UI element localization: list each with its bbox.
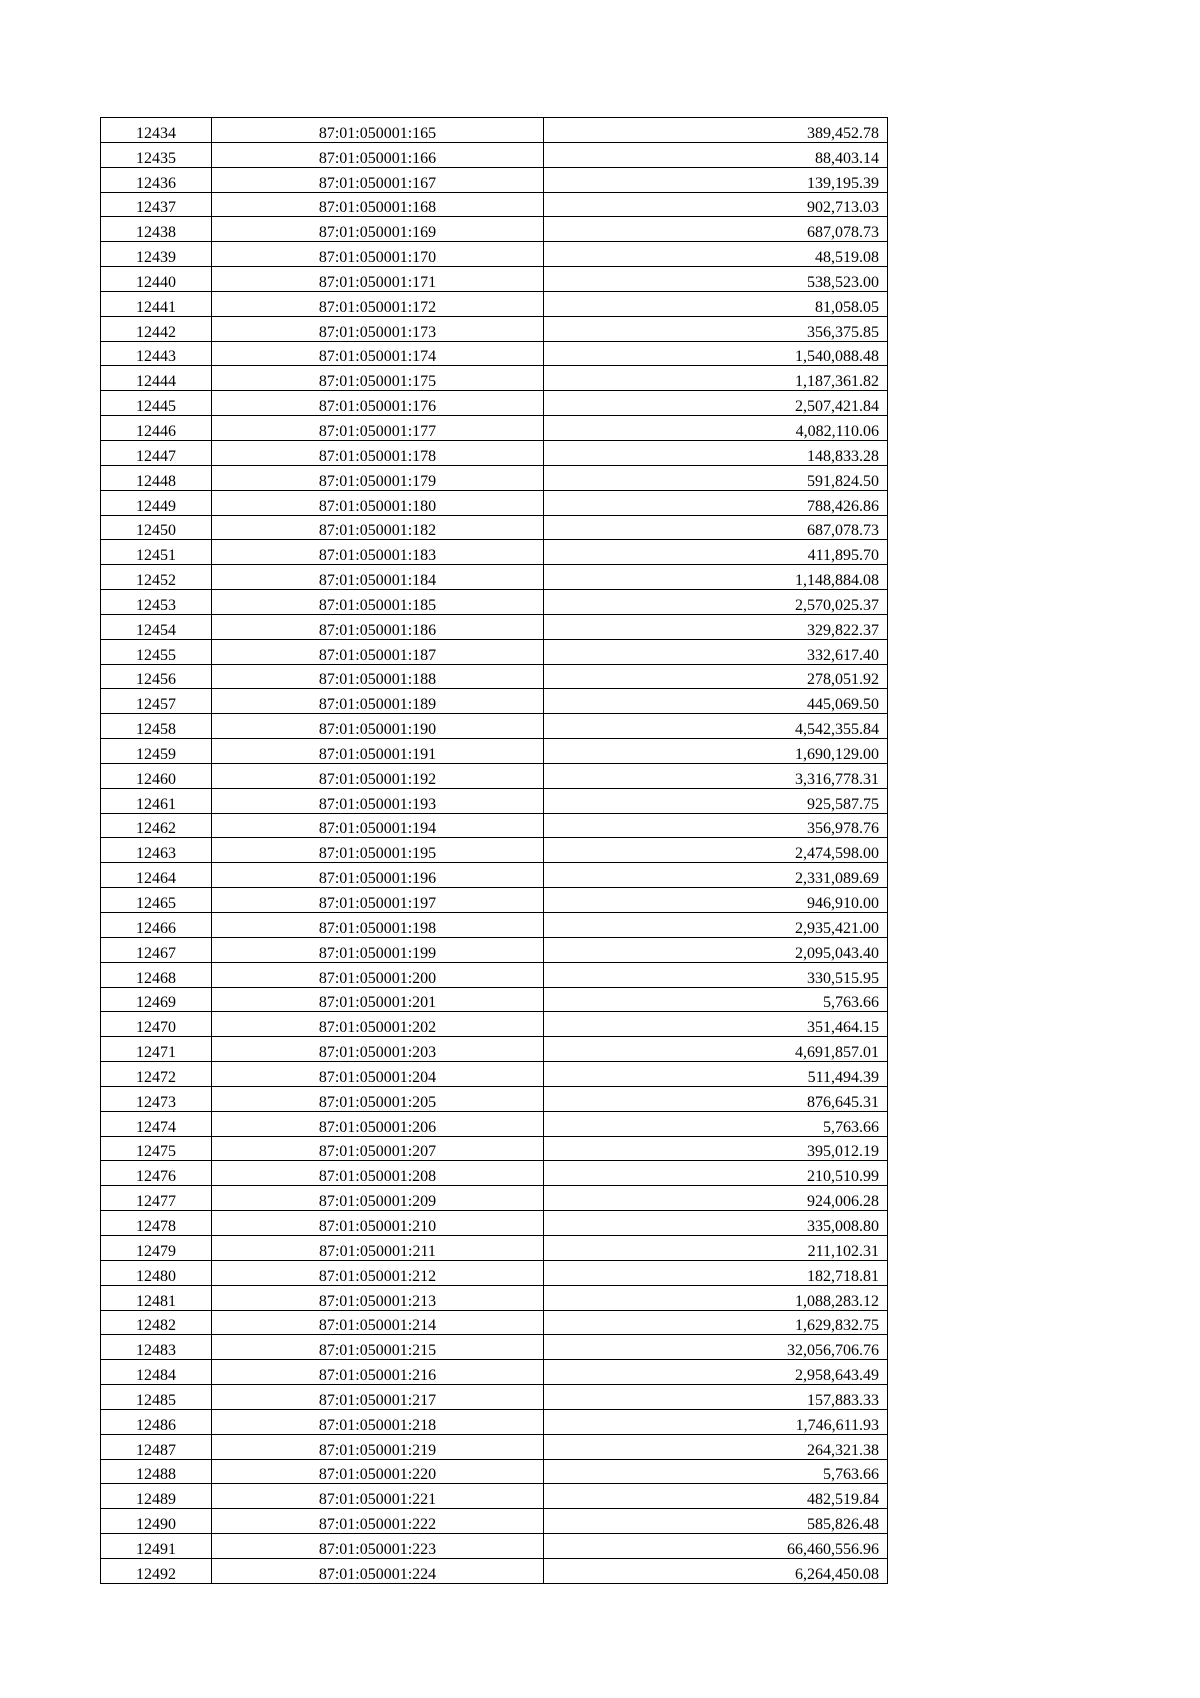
value-cell: 182,718.81: [544, 1260, 888, 1285]
row-number-cell: 12443: [101, 341, 212, 366]
value-cell: 946,910.00: [544, 888, 888, 913]
table-row: [101, 1534, 888, 1559]
cadastral-number-cell: 87:01:050001:175: [212, 366, 544, 391]
table-row: [101, 1360, 888, 1385]
value-cell: 876,645.31: [544, 1086, 888, 1111]
value-cell: 591,824.50: [544, 465, 888, 490]
value-cell: 157,883.33: [544, 1385, 888, 1410]
table-row: [101, 490, 888, 515]
row-number-cell: 12436: [101, 167, 212, 192]
table-row: [101, 1062, 888, 1087]
table-row: [101, 987, 888, 1012]
cadastral-number-cell: 87:01:050001:173: [212, 316, 544, 341]
row-number-cell: 12490: [101, 1509, 212, 1534]
value-cell: 395,012.19: [544, 1136, 888, 1161]
cadastral-number-cell: 87:01:050001:168: [212, 192, 544, 217]
cadastral-number-cell: 87:01:050001:198: [212, 913, 544, 938]
row-number-cell: 12445: [101, 391, 212, 416]
row-number-cell: 12476: [101, 1161, 212, 1186]
value-cell: 4,542,355.84: [544, 714, 888, 739]
row-number-cell: 12458: [101, 714, 212, 739]
row-number-cell: 12492: [101, 1558, 212, 1583]
table-row: [101, 291, 888, 316]
cadastral-number-cell: 87:01:050001:174: [212, 341, 544, 366]
cadastral-number-cell: 87:01:050001:213: [212, 1285, 544, 1310]
value-cell: 1,148,884.08: [544, 565, 888, 590]
row-number-cell: 12453: [101, 590, 212, 615]
row-number-cell: 12451: [101, 540, 212, 565]
table-row: [101, 888, 888, 913]
row-number-cell: 12472: [101, 1062, 212, 1087]
table-row: [101, 1037, 888, 1062]
cadastral-number-cell: 87:01:050001:167: [212, 167, 544, 192]
table-row: [101, 416, 888, 441]
cadastral-number-cell: 87:01:050001:185: [212, 590, 544, 615]
row-number-cell: 12460: [101, 763, 212, 788]
table-row: [101, 714, 888, 739]
cadastral-number-cell: 87:01:050001:165: [212, 118, 544, 143]
cadastral-number-cell: 87:01:050001:176: [212, 391, 544, 416]
table-row: [101, 192, 888, 217]
table-row: [101, 341, 888, 366]
row-number-cell: 12446: [101, 416, 212, 441]
value-cell: 81,058.05: [544, 291, 888, 316]
value-cell: 687,078.73: [544, 515, 888, 540]
row-number-cell: 12480: [101, 1260, 212, 1285]
value-cell: 211,102.31: [544, 1235, 888, 1260]
table-row: [101, 167, 888, 192]
cadastral-number-cell: 87:01:050001:179: [212, 465, 544, 490]
table-row: [101, 1409, 888, 1434]
table-row: [101, 1509, 888, 1534]
cadastral-number-cell: 87:01:050001:206: [212, 1111, 544, 1136]
value-cell: 2,331,089.69: [544, 863, 888, 888]
cadastral-number-cell: 87:01:050001:210: [212, 1211, 544, 1236]
table-row: [101, 1111, 888, 1136]
cadastral-number-cell: 87:01:050001:172: [212, 291, 544, 316]
cadastral-number-cell: 87:01:050001:207: [212, 1136, 544, 1161]
cadastral-number-cell: 87:01:050001:191: [212, 739, 544, 764]
cadastral-number-cell: 87:01:050001:188: [212, 664, 544, 689]
value-cell: 329,822.37: [544, 614, 888, 639]
value-cell: 1,187,361.82: [544, 366, 888, 391]
table-row: [101, 1186, 888, 1211]
value-cell: 687,078.73: [544, 217, 888, 242]
table-row: [101, 838, 888, 863]
row-number-cell: 12441: [101, 291, 212, 316]
row-number-cell: 12466: [101, 913, 212, 938]
cadastral-value-table: [100, 117, 888, 1584]
value-cell: 66,460,556.96: [544, 1534, 888, 1559]
table-body: [101, 118, 888, 1584]
row-number-cell: 12487: [101, 1434, 212, 1459]
row-number-cell: 12442: [101, 316, 212, 341]
row-number-cell: 12465: [101, 888, 212, 913]
cadastral-number-cell: 87:01:050001:201: [212, 987, 544, 1012]
row-number-cell: 12468: [101, 962, 212, 987]
table-row: [101, 565, 888, 590]
cadastral-number-cell: 87:01:050001:214: [212, 1310, 544, 1335]
value-cell: 411,895.70: [544, 540, 888, 565]
row-number-cell: 12473: [101, 1086, 212, 1111]
cadastral-number-cell: 87:01:050001:200: [212, 962, 544, 987]
cadastral-number-cell: 87:01:050001:170: [212, 242, 544, 267]
value-cell: 48,519.08: [544, 242, 888, 267]
table-row: [101, 937, 888, 962]
cadastral-number-cell: 87:01:050001:217: [212, 1385, 544, 1410]
row-number-cell: 12481: [101, 1285, 212, 1310]
cadastral-number-cell: 87:01:050001:212: [212, 1260, 544, 1285]
value-cell: 2,570,025.37: [544, 590, 888, 615]
value-cell: 6,264,450.08: [544, 1558, 888, 1583]
cadastral-number-cell: 87:01:050001:190: [212, 714, 544, 739]
row-number-cell: 12434: [101, 118, 212, 143]
value-cell: 1,088,283.12: [544, 1285, 888, 1310]
cadastral-number-cell: 87:01:050001:223: [212, 1534, 544, 1559]
table-row: [101, 465, 888, 490]
table-row: [101, 1136, 888, 1161]
value-cell: 585,826.48: [544, 1509, 888, 1534]
cadastral-number-cell: 87:01:050001:209: [212, 1186, 544, 1211]
table-row: [101, 1558, 888, 1583]
value-cell: 1,540,088.48: [544, 341, 888, 366]
row-number-cell: 12454: [101, 614, 212, 639]
value-cell: 1,690,129.00: [544, 739, 888, 764]
value-cell: 1,746,611.93: [544, 1409, 888, 1434]
table-row: [101, 1161, 888, 1186]
table-row: [101, 639, 888, 664]
cadastral-number-cell: 87:01:050001:192: [212, 763, 544, 788]
cadastral-number-cell: 87:01:050001:211: [212, 1235, 544, 1260]
table-row: [101, 1459, 888, 1484]
row-number-cell: 12491: [101, 1534, 212, 1559]
table-row: [101, 267, 888, 292]
row-number-cell: 12483: [101, 1335, 212, 1360]
row-number-cell: 12438: [101, 217, 212, 242]
cadastral-number-cell: 87:01:050001:187: [212, 639, 544, 664]
value-cell: 264,321.38: [544, 1434, 888, 1459]
table-row: [101, 540, 888, 565]
row-number-cell: 12447: [101, 440, 212, 465]
table-row: [101, 590, 888, 615]
row-number-cell: 12479: [101, 1235, 212, 1260]
table-row: [101, 813, 888, 838]
row-number-cell: 12448: [101, 465, 212, 490]
value-cell: 88,403.14: [544, 142, 888, 167]
cadastral-number-cell: 87:01:050001:177: [212, 416, 544, 441]
cadastral-number-cell: 87:01:050001:202: [212, 1012, 544, 1037]
value-cell: 2,507,421.84: [544, 391, 888, 416]
row-number-cell: 12455: [101, 639, 212, 664]
value-cell: 924,006.28: [544, 1186, 888, 1211]
row-number-cell: 12440: [101, 267, 212, 292]
row-number-cell: 12467: [101, 937, 212, 962]
row-number-cell: 12478: [101, 1211, 212, 1236]
cadastral-number-cell: 87:01:050001:224: [212, 1558, 544, 1583]
value-cell: 210,510.99: [544, 1161, 888, 1186]
row-number-cell: 12444: [101, 366, 212, 391]
cadastral-number-cell: 87:01:050001:166: [212, 142, 544, 167]
cadastral-number-cell: 87:01:050001:184: [212, 565, 544, 590]
row-number-cell: 12461: [101, 788, 212, 813]
cadastral-number-cell: 87:01:050001:199: [212, 937, 544, 962]
value-cell: 445,069.50: [544, 689, 888, 714]
table-row: [101, 1235, 888, 1260]
table-row: [101, 1260, 888, 1285]
table-row: [101, 689, 888, 714]
value-cell: 32,056,706.76: [544, 1335, 888, 1360]
cadastral-number-cell: 87:01:050001:197: [212, 888, 544, 913]
row-number-cell: 12449: [101, 490, 212, 515]
cadastral-number-cell: 87:01:050001:171: [212, 267, 544, 292]
cadastral-number-cell: 87:01:050001:194: [212, 813, 544, 838]
table-row: [101, 1310, 888, 1335]
table-row: [101, 118, 888, 143]
value-cell: 356,978.76: [544, 813, 888, 838]
row-number-cell: 12485: [101, 1385, 212, 1410]
value-cell: 5,763.66: [544, 1459, 888, 1484]
value-cell: 356,375.85: [544, 316, 888, 341]
value-cell: 335,008.80: [544, 1211, 888, 1236]
cadastral-number-cell: 87:01:050001:195: [212, 838, 544, 863]
row-number-cell: 12489: [101, 1484, 212, 1509]
value-cell: 2,935,421.00: [544, 913, 888, 938]
table-row: [101, 1484, 888, 1509]
cadastral-number-cell: 87:01:050001:186: [212, 614, 544, 639]
row-number-cell: 12459: [101, 739, 212, 764]
table-row: [101, 962, 888, 987]
table-row: [101, 1285, 888, 1310]
row-number-cell: 12437: [101, 192, 212, 217]
row-number-cell: 12482: [101, 1310, 212, 1335]
row-number-cell: 12450: [101, 515, 212, 540]
cadastral-number-cell: 87:01:050001:204: [212, 1062, 544, 1087]
row-number-cell: 12484: [101, 1360, 212, 1385]
table-row: [101, 763, 888, 788]
value-cell: 5,763.66: [544, 1111, 888, 1136]
value-cell: 2,958,643.49: [544, 1360, 888, 1385]
value-cell: 389,452.78: [544, 118, 888, 143]
row-number-cell: 12452: [101, 565, 212, 590]
value-cell: 4,691,857.01: [544, 1037, 888, 1062]
table-row: [101, 614, 888, 639]
table-row: [101, 1012, 888, 1037]
value-cell: 332,617.40: [544, 639, 888, 664]
table-row: [101, 863, 888, 888]
cadastral-number-cell: 87:01:050001:215: [212, 1335, 544, 1360]
table-row: [101, 366, 888, 391]
value-cell: 148,833.28: [544, 440, 888, 465]
value-cell: 511,494.39: [544, 1062, 888, 1087]
cadastral-number-cell: 87:01:050001:196: [212, 863, 544, 888]
cadastral-number-cell: 87:01:050001:219: [212, 1434, 544, 1459]
table-row: [101, 1434, 888, 1459]
cadastral-number-cell: 87:01:050001:208: [212, 1161, 544, 1186]
row-number-cell: 12470: [101, 1012, 212, 1037]
row-number-cell: 12457: [101, 689, 212, 714]
value-cell: 5,763.66: [544, 987, 888, 1012]
table-row: [101, 440, 888, 465]
table-row: [101, 515, 888, 540]
table-row: [101, 788, 888, 813]
row-number-cell: 12474: [101, 1111, 212, 1136]
value-cell: 351,464.15: [544, 1012, 888, 1037]
cadastral-number-cell: 87:01:050001:189: [212, 689, 544, 714]
cadastral-number-cell: 87:01:050001:218: [212, 1409, 544, 1434]
table-row: [101, 242, 888, 267]
table-row: [101, 1086, 888, 1111]
cadastral-number-cell: 87:01:050001:169: [212, 217, 544, 242]
cadastral-number-cell: 87:01:050001:178: [212, 440, 544, 465]
table-row: [101, 1385, 888, 1410]
value-cell: 3,316,778.31: [544, 763, 888, 788]
table-row: [101, 664, 888, 689]
cadastral-number-cell: 87:01:050001:182: [212, 515, 544, 540]
table-row: [101, 217, 888, 242]
cadastral-number-cell: 87:01:050001:203: [212, 1037, 544, 1062]
row-number-cell: 12439: [101, 242, 212, 267]
cadastral-number-cell: 87:01:050001:222: [212, 1509, 544, 1534]
cadastral-number-cell: 87:01:050001:221: [212, 1484, 544, 1509]
row-number-cell: 12475: [101, 1136, 212, 1161]
value-cell: 2,095,043.40: [544, 937, 888, 962]
row-number-cell: 12435: [101, 142, 212, 167]
cadastral-number-cell: 87:01:050001:183: [212, 540, 544, 565]
table-row: [101, 142, 888, 167]
value-cell: 330,515.95: [544, 962, 888, 987]
row-number-cell: 12456: [101, 664, 212, 689]
value-cell: 139,195.39: [544, 167, 888, 192]
row-number-cell: 12486: [101, 1409, 212, 1434]
value-cell: 788,426.86: [544, 490, 888, 515]
value-cell: 902,713.03: [544, 192, 888, 217]
value-cell: 1,629,832.75: [544, 1310, 888, 1335]
cadastral-number-cell: 87:01:050001:220: [212, 1459, 544, 1484]
row-number-cell: 12462: [101, 813, 212, 838]
row-number-cell: 12463: [101, 838, 212, 863]
row-number-cell: 12471: [101, 1037, 212, 1062]
table-row: [101, 913, 888, 938]
table-row: [101, 391, 888, 416]
cadastral-number-cell: 87:01:050001:180: [212, 490, 544, 515]
value-cell: 482,519.84: [544, 1484, 888, 1509]
table-row: [101, 739, 888, 764]
value-cell: 4,082,110.06: [544, 416, 888, 441]
cadastral-number-cell: 87:01:050001:193: [212, 788, 544, 813]
value-cell: 278,051.92: [544, 664, 888, 689]
row-number-cell: 12464: [101, 863, 212, 888]
table-row: [101, 1211, 888, 1236]
row-number-cell: 12488: [101, 1459, 212, 1484]
cadastral-number-cell: 87:01:050001:205: [212, 1086, 544, 1111]
row-number-cell: 12469: [101, 987, 212, 1012]
table-row: [101, 316, 888, 341]
table-row: [101, 1335, 888, 1360]
value-cell: 538,523.00: [544, 267, 888, 292]
row-number-cell: 12477: [101, 1186, 212, 1211]
value-cell: 2,474,598.00: [544, 838, 888, 863]
value-cell: 925,587.75: [544, 788, 888, 813]
cadastral-number-cell: 87:01:050001:216: [212, 1360, 544, 1385]
